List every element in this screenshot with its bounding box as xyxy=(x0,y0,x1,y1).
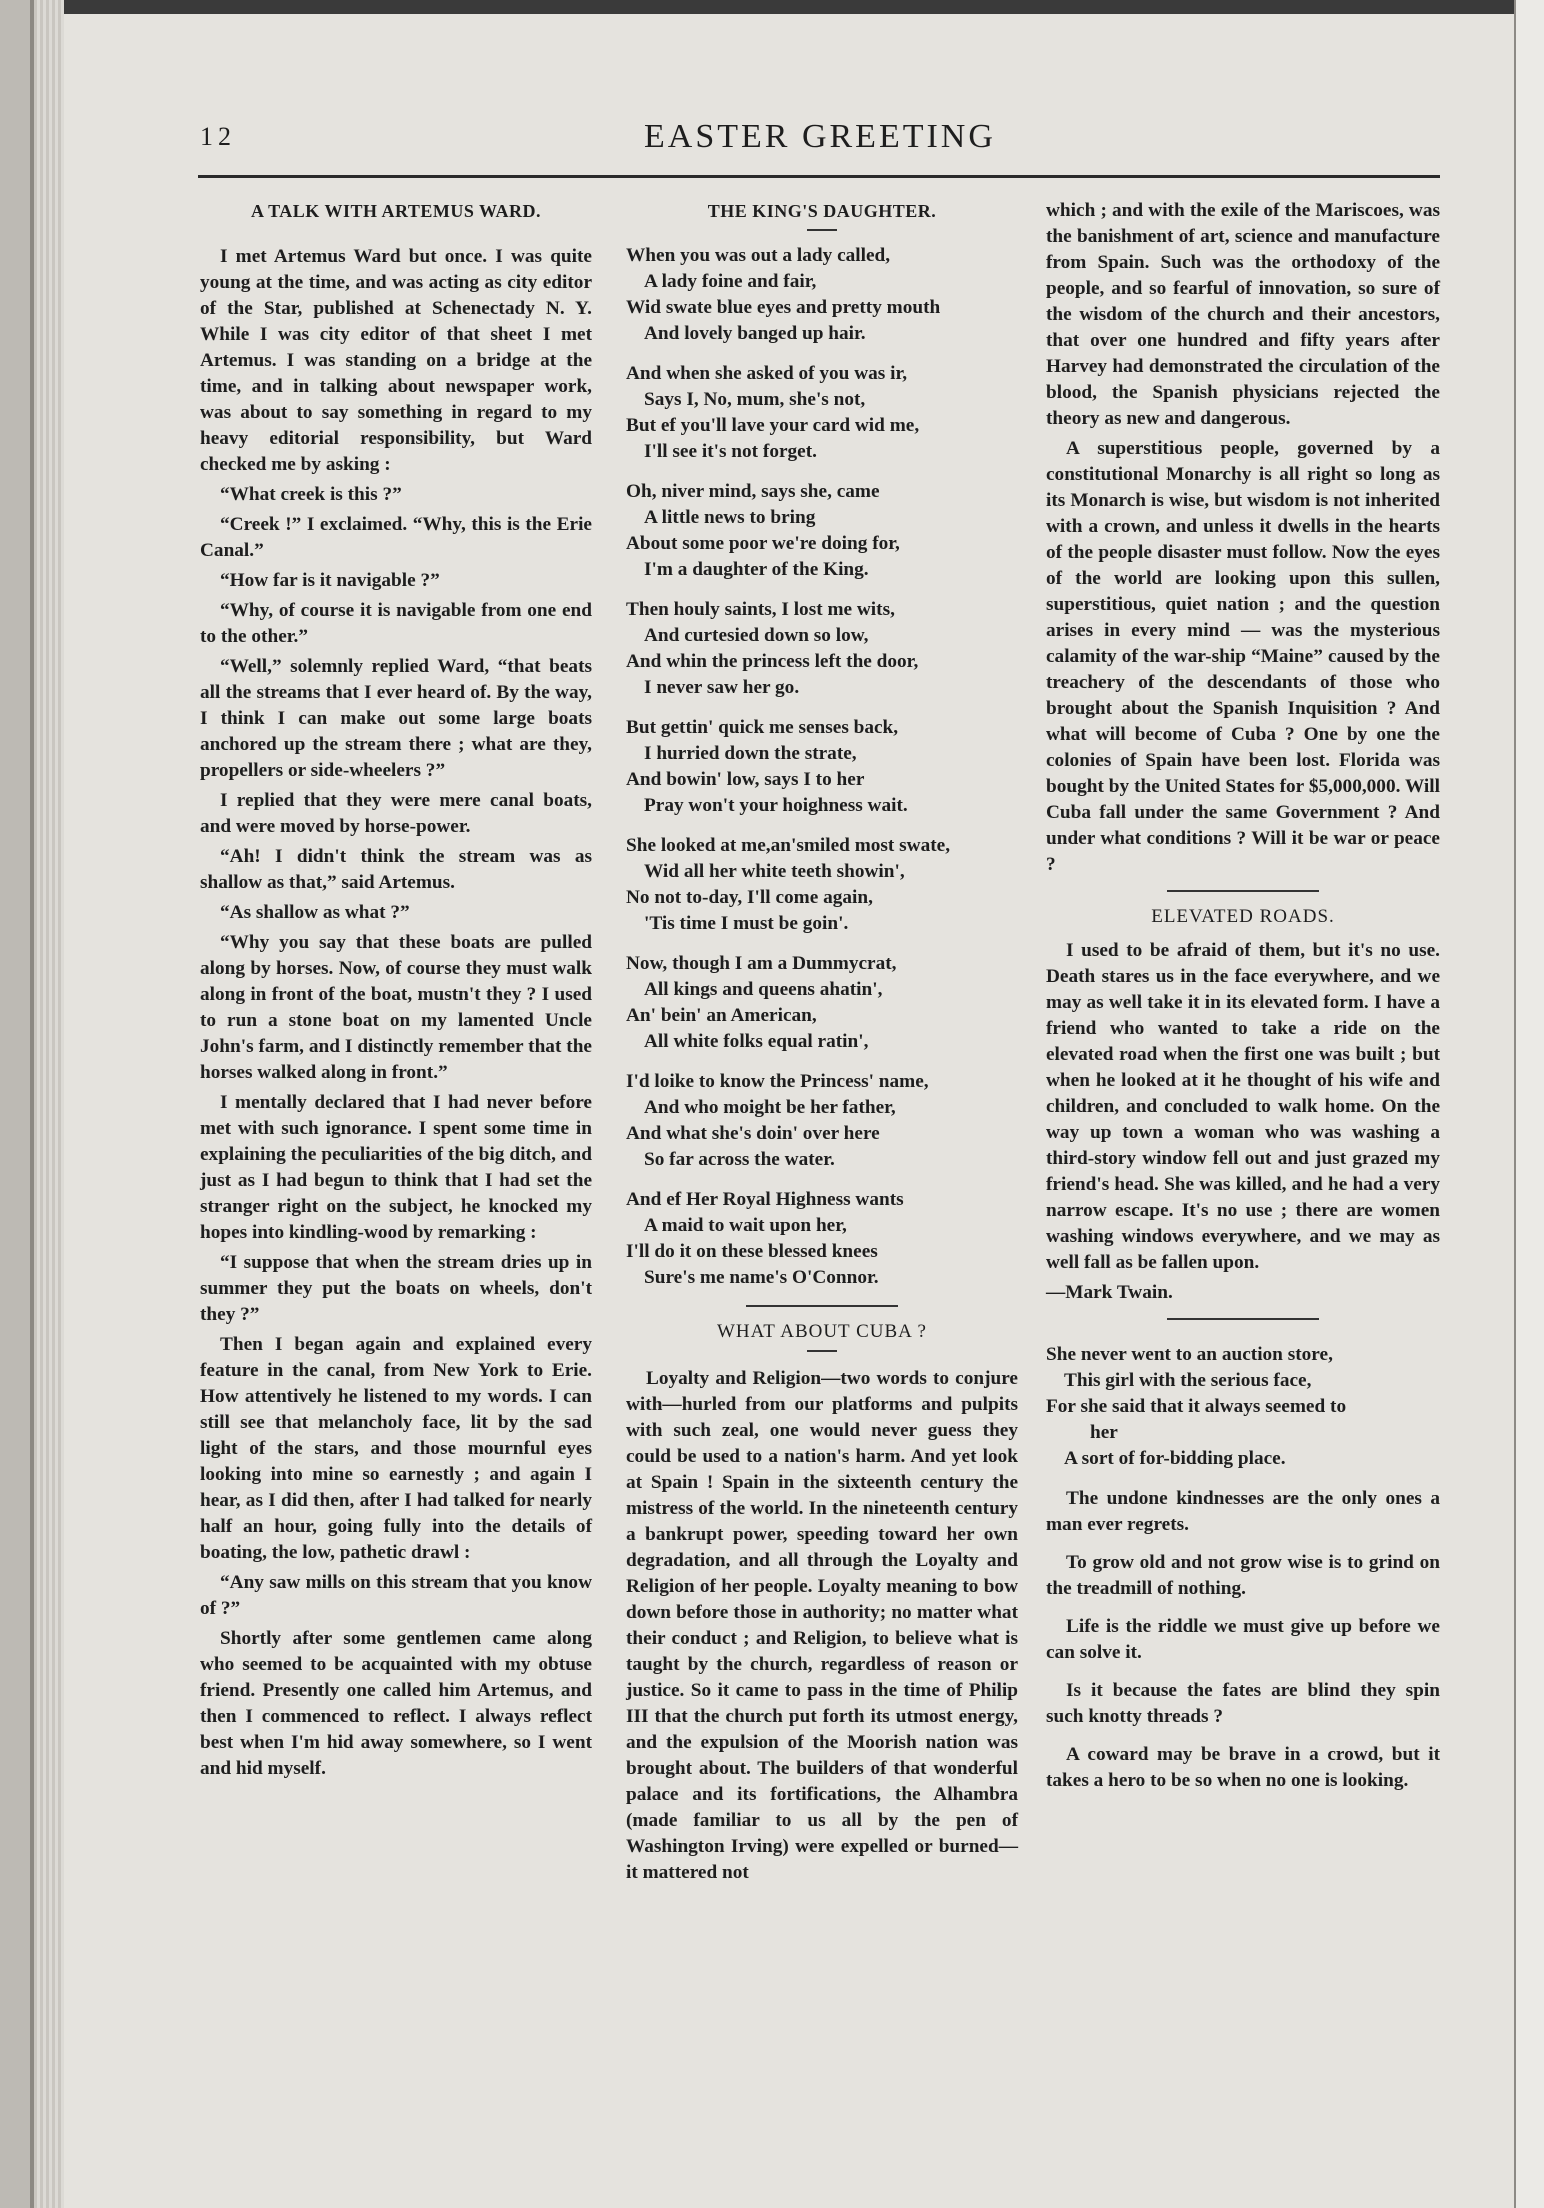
article-title-artemus-ward: A TALK WITH ARTEMUS WARD. xyxy=(250,201,542,221)
article-body-elevated-roads: I used to be afraid of them, but it's no use. Death stares us in the face everywhere, and we may as well take it in its elevated form. I have a friend who wanted to take a ride on the elevated road when the first one was built ; but when he looked at it he thought of his wife and children, and concluded to walk home. On the way up town a woman who was washing a third-story window fell out and just grazed my friend's head. She was killed, and he had a very narrow escape. It's no use ; there are women washing windows everywhere, and we may as well fall as be fallen upon. xyxy=(1046,940,1440,1273)
column-1 xyxy=(200,198,592,1786)
poem-stanza xyxy=(626,1187,1018,1291)
section-rule xyxy=(1167,1318,1319,1320)
saying: Is it because the fates are blind they spin such knotty threads ? xyxy=(1046,1680,1440,1727)
saying: The undone kindnesses are the only ones a man ever regrets. xyxy=(1046,1488,1440,1535)
verse-line: And who moight be her father, xyxy=(644,1097,896,1118)
verse-line: A sort of for-bidding place. xyxy=(1064,1448,1286,1469)
verse-line: But ef you'll lave your card wid me, xyxy=(626,415,920,436)
cuba-continued-paragraph: which ; and with the exile of the Mariscoes, was the banishment of art, science and manufacture from Spain. Such was the orthodoxy of the people, and so fearful of innovation, so sure of the wisdom of the church and their ancestors, that over one hundred and fifty years after Harvey had demonstrated the circulation of the blood, the Spanish physicians rejected the theory as new and dangerous. xyxy=(1046,200,1440,429)
poem-stanza xyxy=(626,597,1018,701)
poem-title-kings-daughter: THE KING'S DAUGHTER. xyxy=(707,201,937,221)
page-number: 12 xyxy=(200,122,236,151)
verse-line: And bowin' low, says I to her xyxy=(626,769,865,790)
verse-line: Pray won't your hoighness wait. xyxy=(644,795,908,816)
verse-line: Oh, niver mind, says she, came xyxy=(626,481,880,502)
article-paragraph: “I suppose that when the stream dries up in summer they put the boats on wheels, don't they ?” xyxy=(200,1252,592,1325)
saying: A coward may be brave in a crowd, but it takes a hero to be so when no one is looking. xyxy=(1046,1744,1440,1791)
verse-line: I'd loike to know the Princess' name, xyxy=(626,1071,929,1092)
saying: To grow old and not grow wise is to grind on the treadmill of nothing. xyxy=(1046,1552,1440,1599)
binding-gutter xyxy=(34,0,64,2208)
section-rule xyxy=(1167,890,1319,892)
article-paragraph: “Creek !” I exclaimed. “Why, this is the Erie Canal.” xyxy=(200,514,592,561)
verse-line: I hurried down the strate, xyxy=(644,743,857,764)
verse-line: A maid to wait upon her, xyxy=(644,1215,847,1236)
verse-line: Then houly saints, I lost me wits, xyxy=(626,599,895,620)
page-header xyxy=(200,118,1440,164)
verse-line: And when she asked of you was ir, xyxy=(626,363,908,384)
verse-line: She looked at me,an'smiled most swate, xyxy=(626,835,951,856)
verse-line: I'll do it on these blessed knees xyxy=(626,1241,878,1262)
article-body-artemus-ward xyxy=(200,244,592,1782)
verse-line: No not to-day, I'll come again, xyxy=(626,887,873,908)
verse-line: So far across the water. xyxy=(644,1149,835,1170)
scan-right-edge xyxy=(1516,0,1544,2208)
article-paragraph: Shortly after some gentlemen came along who seemed to be acquainted with my obtuse friend. Presently one called him Artemus, and then I commenced to reflect. I always reflect best when I'm hid away somewhere, so I went and hid myself. xyxy=(200,1628,592,1779)
poem-stanza xyxy=(626,1069,1018,1173)
verse-line: And curtesied down so low, xyxy=(644,625,869,646)
poem-stanza xyxy=(626,479,1018,583)
saying: Life is the riddle we must give up before we can solve it. xyxy=(1046,1616,1440,1663)
article-paragraph: “As shallow as what ?” xyxy=(220,902,410,923)
article-paragraph: “Ah! I didn't think the stream was as shallow as that,” said Artemus. xyxy=(200,846,592,893)
poem-stanza xyxy=(626,715,1018,819)
article-paragraph: “Any saw mills on this stream that you know of ?” xyxy=(200,1572,592,1619)
running-title: EASTER GREETING xyxy=(644,118,996,155)
column-2 xyxy=(626,198,1018,1890)
verse-line: She never went to an auction store, xyxy=(1046,1344,1333,1365)
article-paragraph: “Well,” solemnly replied Ward, “that beats all the streams that I ever heard of. By the way, I think I can make out some large boats anchored up the stream there ; what are they, propellers or side-wheelers ?” xyxy=(200,656,592,781)
cuba-continued-paragraph: A superstitious people, governed by a constitutional Monarchy is all right so long as its Monarch is wise, but wisdom is not inherited with a crown, and unless it dwells in the hearts of the people disaster must follow. Now the eyes of the world are looking upon this sullen, superstitious, quiet nation ; and the question arises in every mind — was the mysterious calamity of the war-ship “Maine” caused by the treachery of the descendants of those who brought about the Spanish Inquisition ? And what will become of Cuba ? One by one the colonies of Spain have been lost. Florida was bought by the United States for $5,000,000. Will Cuba fall under the same Government ? And under what conditions ? Will it be war or peace ? xyxy=(1046,438,1440,875)
article-paragraph: “Why you say that these boats are pulled along by horses. Now, of course they must walk along in front of the boat, mustn't they ? I used to run a stone boat on my lamented Uncle John's farm, and I distinctly remember that the horses walked along in front.” xyxy=(200,932,592,1083)
article-title-cuba: WHAT ABOUT CUBA ? xyxy=(716,1321,927,1342)
verse-line: And what she's doin' over here xyxy=(626,1123,880,1144)
poem-stanza xyxy=(626,951,1018,1055)
verse-line: This girl with the serious face, xyxy=(1064,1370,1312,1391)
verse-line: An' bein' an American, xyxy=(626,1005,817,1026)
scan-left-edge xyxy=(0,0,30,2208)
verse-line: A little news to bring xyxy=(644,507,816,528)
verse-line: I'll see it's not forget. xyxy=(644,441,817,462)
article-body-cuba: Loyalty and Religion—two words to conjure with—hurled from our platforms and pulpits with such zeal, one would never guess they could be used to a nation's harm. And yet look at Spain ! Spain in the sixteenth century the mistress of the world. In the nineteenth century a bankrupt power, speeding toward her own degradation, and all through the Loyalty and Religion of her people. Loyalty meaning to bow down before those in authority; no matter what their conduct ; and Religion, to believe what is taught by the church, regardless of reason or justice. So it came to pass in the time of Philip III that the church put forth its utmost energy, and the expulsion of the Moorish nation was brought about. The builders of that wonderful palace and its fortifications, the Alhambra (made familiar to us all by the pen of Washington Irving) were expelled or burned—it mattered not xyxy=(626,1368,1018,1883)
sayings-list xyxy=(1046,1486,1440,1794)
section-rule xyxy=(746,1305,898,1307)
verse-line: 'Tis time I must be goin'. xyxy=(644,913,849,934)
verse-line: And whin the princess left the door, xyxy=(626,651,919,672)
poem-stanza xyxy=(626,243,1018,347)
poem-stanza xyxy=(626,361,1018,465)
article-signature: —Mark Twain. xyxy=(1046,1282,1173,1303)
article-paragraph: “Why, of course it is navigable from one end to the other.” xyxy=(200,600,592,647)
poem-kings-daughter xyxy=(626,243,1018,1291)
verse-line: About some poor we're doing for, xyxy=(626,533,900,554)
verse-line: Says I, No, mum, she's not, xyxy=(644,389,866,410)
verse-line: Wid swate blue eyes and pretty mouth xyxy=(626,297,941,318)
verse-line: And lovely banged up hair. xyxy=(644,323,866,344)
verse-line: Wid all her white teeth showin', xyxy=(644,861,905,882)
verse-line: And ef Her Royal Highness wants xyxy=(626,1189,904,1210)
verse-line: All white folks equal ratin', xyxy=(644,1031,869,1052)
article-paragraph: Then I began again and explained every feature in the canal, from New York to Erie. How attentively he listened to my words. I can still see that melancholy face, lit by the sad light of the stars, and those mournful eyes looking into mine so earnestly ; and again I hear, as I did then, after I had talked for nearly half an hour, going fully into the details of boating, the low, pathetic drawl : xyxy=(200,1334,592,1563)
verse-line: I never saw her go. xyxy=(644,677,800,698)
scan-top-edge xyxy=(0,0,1544,14)
article-title-elevated-roads: ELEVATED ROADS. xyxy=(1151,906,1335,927)
article-paragraph: I met Artemus Ward but once. I was quite young at the time, and was acting as city editor of the Star, published at Schenectady N. Y. While I was city editor of that sheet I met Artemus. I was standing on a bridge at the time, and in talking about newspaper work, was about to say something in regard to my heavy editorial responsibility, but Ward checked me by asking : xyxy=(200,246,592,475)
verse-line: When you was out a lady called, xyxy=(626,245,891,266)
verse-line: I'm a daughter of the King. xyxy=(644,559,869,580)
verse-line: A lady foine and fair, xyxy=(644,271,817,292)
verse-line: For she said that it always seemed to xyxy=(1046,1396,1347,1417)
poem-stanza xyxy=(626,833,1018,937)
column-3 xyxy=(1046,198,1440,1806)
verse-line: All kings and queens ahatin', xyxy=(644,979,883,1000)
article-paragraph: I mentally declared that I had never before met with such ignorance. I spent some time in explaining the peculiarities of the big ditch, and just as I had begun to think that I had set the stranger right on the subject, he knocked my hopes into kindling-wood by remarking : xyxy=(200,1092,592,1243)
verse-line: Now, though I am a Dummycrat, xyxy=(626,953,897,974)
article-paragraph: “What creek is this ?” xyxy=(220,484,402,505)
verse-line: her xyxy=(1090,1422,1118,1443)
article-paragraph: “How far is it navigable ?” xyxy=(220,570,440,591)
verse-line: But gettin' quick me senses back, xyxy=(626,717,899,738)
article-paragraph: I replied that they were mere canal boats, and were moved by horse-power. xyxy=(200,790,592,837)
auction-verse xyxy=(1046,1342,1440,1472)
header-rule xyxy=(198,175,1440,178)
verse-line: Sure's me name's O'Connor. xyxy=(644,1267,879,1288)
